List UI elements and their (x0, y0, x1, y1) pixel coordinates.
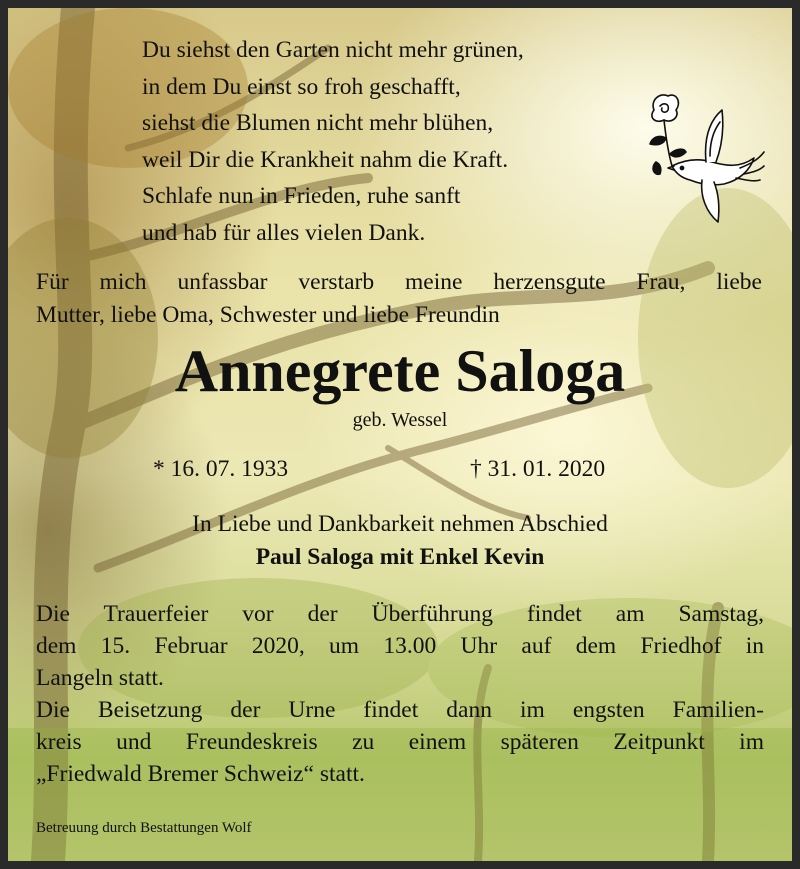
poem-line: Schlafe nun in Frieden, ruhe sanft (142, 183, 461, 209)
farewell-line: In Liebe und Dankbarkeit nehmen Abschied (192, 511, 608, 537)
obituary-card (8, 8, 792, 861)
intro-line: Für mich unfassbar verstarb meine herzensgute Frau, liebe (36, 269, 762, 295)
undertaker-credit: Betreuung durch Bestattungen Wolf (36, 820, 252, 836)
funeral-info-line: „Friedwald Bremer Schweiz“ statt. (36, 761, 365, 787)
funeral-info-line: dem 15. Februar 2020, um 13.00 Uhr auf dem Friedhof in (36, 633, 764, 659)
maiden-name: geb. Wessel (352, 409, 448, 431)
intro-paragraph (36, 266, 762, 332)
intro-line: Mutter, liebe Oma, Schwester und liebe Freundin (36, 302, 500, 328)
obituary-text (8, 8, 792, 861)
birth-date: * 16. 07. 1933 (153, 456, 289, 482)
funeral-info (36, 598, 764, 790)
mourner-names: Paul Saloga mit Enkel Kevin (255, 544, 545, 570)
funeral-info-line: Langeln statt. (36, 665, 164, 691)
funeral-info-line: Die Beisetzung der Urne findet dann im engsten Familien- (36, 697, 764, 723)
deceased-name: Annegrete Saloga (174, 338, 626, 404)
poem (142, 32, 524, 251)
poem-line: Du siehst den Garten nicht mehr grünen, (142, 37, 524, 63)
poem-line: siehst die Blumen nicht mehr blühen, (142, 110, 494, 136)
poem-line: in dem Du einst so froh geschafft, (142, 73, 461, 100)
death-date: † 31. 01. 2020 (470, 456, 606, 482)
poem-line: weil Dir die Krankheit nahm die Kraft. (142, 146, 509, 173)
poem-line: und hab für alles vielen Dank. (142, 219, 426, 246)
funeral-info-line: kreis und Freundeskreis zu einem späteren Zeitpunkt im (36, 729, 764, 755)
funeral-info-line: Die Trauerfeier vor der Überführung findet am Samstag, (36, 601, 764, 627)
